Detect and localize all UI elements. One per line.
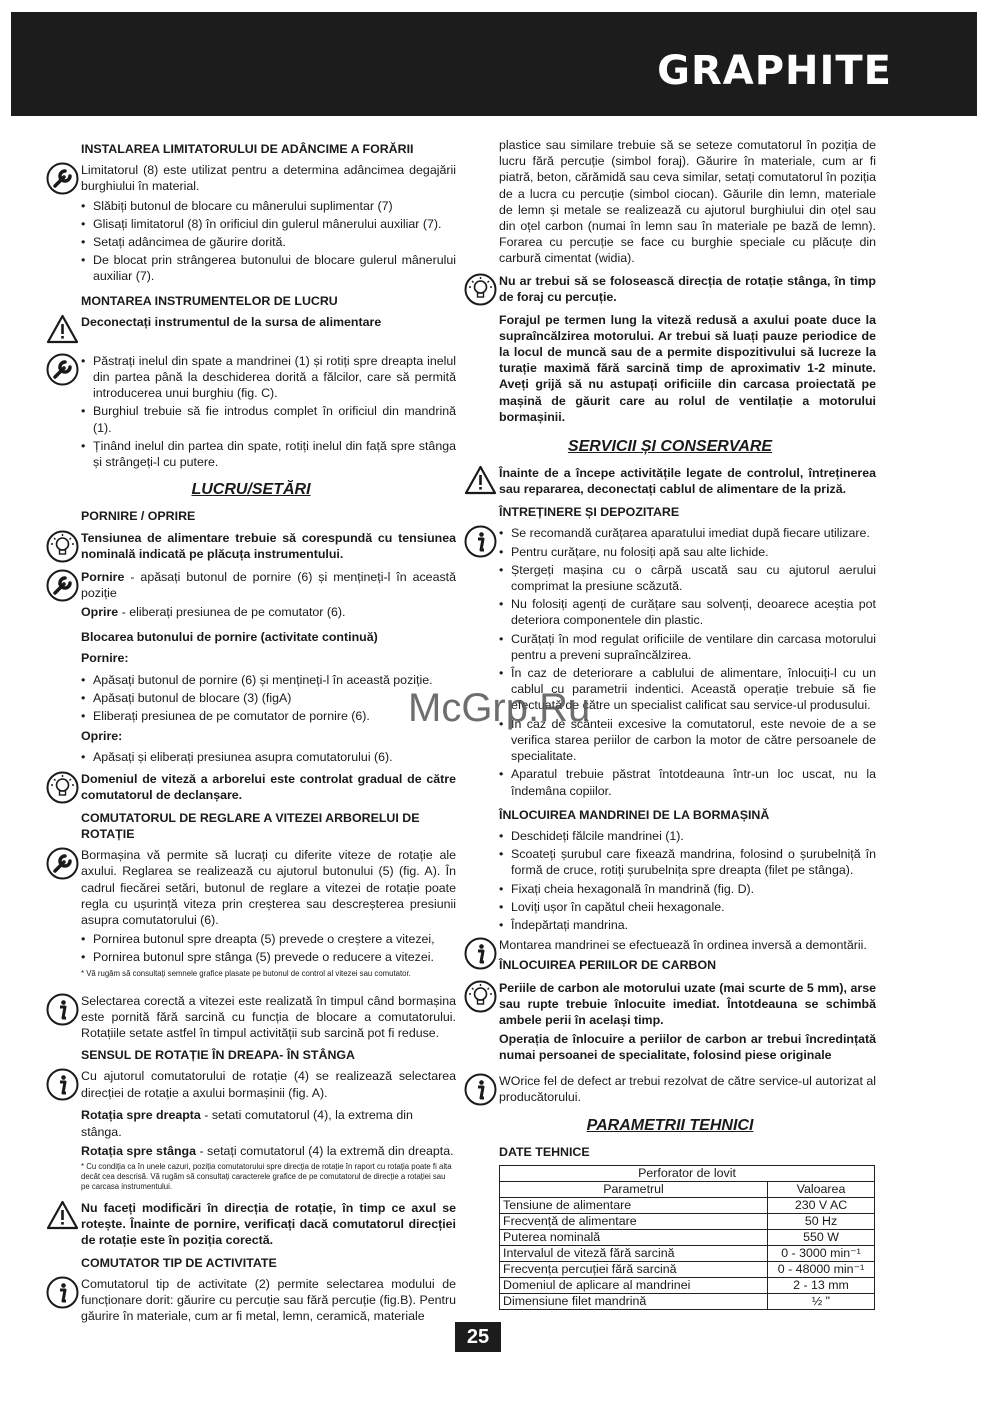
onoff-note-block: [46, 530, 456, 563]
list-item: • Aparatul trebuie păstrat întotdeauna într-un loc uscat, nu la îndemâna copiilor.: [511, 766, 876, 798]
info-icon: [464, 525, 497, 558]
left-direction-note-block: [464, 273, 876, 306]
list-item: • Apăsați și eliberați presiunea asupra comutatorului (6).: [93, 749, 456, 765]
list-item: • În caz de scânteii excesive la comutatorul, este nevoie de a se verifica starea periilor de carbon la motor de către persoanele de specialitate.: [511, 716, 876, 765]
list-item: • Fixați cheia hexagonală în mandrină (fig. D).: [511, 881, 876, 897]
table-row: [500, 1229, 875, 1245]
mode-title: COMUTATOR TIP DE ACTIVITATE: [81, 1255, 277, 1270]
table-row: [500, 1293, 875, 1309]
list-item: • Pornirea butonul spre stânga (5) prevede o reducere a vitezei.: [93, 949, 456, 965]
info-icon: [46, 1068, 79, 1101]
table-header: Parametrul: [500, 1181, 768, 1197]
brush-warning: Periile de carbon ale motorului uzate (mai scurte de 5 mm), arse sau rupte trebuie înlocuite imediat. Întotdeauna se schimbă ambele perii în același timp.: [499, 980, 876, 1027]
tools-block: [46, 353, 456, 472]
warning-icon: [46, 1200, 79, 1233]
direction-title: SENSUL DE ROTAȚIE ÎN DREAPA- ÎN STÂNGA: [81, 1048, 355, 1063]
list-item: • Ștergeți mașina cu o cârpă uscată sau cu ajutorul aerului comprimat la presiune scăzută.: [511, 562, 876, 594]
table-cell: ½ ": [768, 1293, 875, 1309]
brand-logo: GRAPHITE: [657, 48, 892, 94]
depth-list: [81, 198, 456, 285]
table-header: Valoarea: [768, 1181, 875, 1197]
table-cell: 550 W: [768, 1229, 875, 1245]
speed-list: [81, 931, 456, 965]
info-icon: [464, 1073, 497, 1106]
lock-title: Blocarea butonului de pornire (activitate continuă): [81, 630, 378, 645]
service-warning-block: [464, 465, 876, 498]
depth-title: INSTALAREA LIMITATORULUI DE ADÂNCIME A FORĂRII: [81, 142, 414, 156]
depth-intro: Limitatorul (8) este utilizat pentru a determina adâncimea degajării burghiului în material.: [81, 163, 456, 194]
list-item: • Ținând inelul din partea din spate, rotiți inelul din față spre stânga și strângeți-l cu putere.: [93, 438, 456, 470]
chuck-list: [499, 828, 876, 933]
start-label: Pornire: [81, 569, 125, 584]
brush-warning-block: [464, 980, 876, 1067]
table-cell: Puterea nominală: [500, 1229, 768, 1245]
direction-warning: Nu faceți modificări în direcția de rotație, în timp ce axul se rotește. Înainte de pornire, verificați dacă comutatorul direcției de rotație este în poziția corectă.: [81, 1200, 456, 1248]
chuck-note-block: [464, 937, 876, 973]
speed-info-block: [46, 993, 456, 1042]
start-stop-block: [46, 569, 456, 624]
table-cell: 50 Hz: [768, 1213, 875, 1229]
depth-block: [46, 162, 456, 286]
wrench-icon: [46, 353, 79, 386]
list-item: • Îndepărtați mandrina.: [511, 917, 876, 933]
tech-table: [499, 1165, 875, 1310]
dir-right-label: Rotația spre dreapta: [81, 1108, 201, 1123]
table-row: [500, 1277, 875, 1293]
info-icon: [46, 1276, 79, 1309]
table-cell: Dimensiune filet mandrină: [500, 1293, 768, 1309]
brush-title: ÎNLOCUIREA PERIILOR DE CARBON: [499, 958, 717, 973]
section-title: SERVICII ȘI CONSERVARE: [567, 438, 773, 456]
overheat-note: Forajul pe termen lung la viteză redusă a axului poate duce la supraîncălzirea motorului. Ar trebui să luați pauze periodice de la locul de muncă sau de a permite dispozitivului să lucreze la turație maximă fără sarcină timp de aproximativ 1-2 minute. Aveți grijă să nu astupați orificiile din carcasa proiectată pe mașină de găurit care au rolul de ventilație a motorului bormașinii.: [499, 312, 876, 424]
table-cell: 2 - 13 mm: [768, 1277, 875, 1293]
tech-title: DATE TEHNICE: [499, 1144, 590, 1159]
table-header-row: [500, 1181, 875, 1197]
table-row: [500, 1245, 875, 1261]
direction-warning-block: [46, 1200, 456, 1249]
table-caption-row: [500, 1165, 875, 1181]
list-item: • Nu folosiți agenți de curățare sau solvenți, deoarece aceștia pot deteriora componentele din plastic.: [511, 596, 876, 628]
speed-info: Selectarea corectă a vitezei este realizată în timpul când bormașina este pornită fără sarcină cu funcția de blocare a comutatorului. Rotațiile setate astfel în timpul activității sub sarcină pot fi reduse.: [81, 993, 456, 1040]
watermark: McGrp.Ru: [408, 686, 591, 730]
table-cell: 0 - 3000 min⁻¹: [768, 1245, 875, 1261]
lightbulb-icon: [46, 771, 79, 804]
page-number: 25: [455, 1322, 501, 1352]
wrench-icon: [46, 162, 79, 195]
direction-text: Cu ajutorul comutatorului de rotație (4) se realizează selectarea direcției de rotație a axului bormașinii (fig. A).: [81, 1069, 456, 1100]
work-section-heading: [46, 482, 456, 498]
direction-block: [46, 1068, 456, 1101]
info-icon: [464, 937, 497, 970]
stop-label: Oprire: [81, 605, 119, 620]
maintenance-list: [499, 525, 876, 798]
params-section-heading: [464, 1118, 876, 1134]
dir-left-label: Rotația spre stânga: [81, 1143, 196, 1158]
wrench-icon: [46, 847, 79, 880]
table-row: [500, 1197, 875, 1213]
speed-note-block: [46, 771, 456, 804]
left-column: [46, 137, 456, 1330]
dir-right-text: - setati comutatorul (4), la extrema din stânga.: [81, 1108, 413, 1139]
section-title: PARAMETRII TEHNICI: [586, 1116, 754, 1134]
list-item: • Glisați limitatorul (8) în orificiul din gulerul mânerului auxiliar (7).: [93, 216, 456, 232]
maintenance-block: [464, 525, 876, 800]
table-cell: 230 V AC: [768, 1197, 875, 1213]
left-direction-note: Nu ar trebui să se folosească direcția de rotație stânga, în timp de foraj cu percuție.: [499, 273, 876, 304]
maintenance-title: ÎNTREȚINERE ȘI DEPOZITARE: [499, 505, 680, 520]
stop-text: - eliberați presiunea de pe comutator (6).: [118, 605, 346, 620]
list-item: • De blocat prin strângerea butonului de blocare gulerul mânerului auxiliar (7).: [93, 252, 456, 284]
warning-icon: [46, 314, 79, 347]
list-item: • Apăsați butonul de pornire (6) și mențineți-l în această poziție.: [93, 672, 456, 688]
onoff-title: PORNIRE / OPRIRE: [81, 509, 196, 524]
list-item: • Setați adâncimea de găurire dorită.: [93, 234, 456, 250]
table-cell: Frecvența percuției fără sarcină: [500, 1261, 768, 1277]
section-title: LUCRU/SETĂRI: [191, 481, 311, 499]
list-item: • Deschideți fălcile mandrinei (1).: [511, 828, 876, 844]
list-item: • Apăsați butonul de blocare (3) (figA): [93, 690, 456, 706]
speed-note: Domeniul de viteză a arborelui este controlat gradual de către comutatorul de declanșare.: [81, 771, 456, 802]
info-icon: [46, 993, 79, 1026]
speed-footnote: * Vă rugăm să consultați semnele grafice plasate pe butonul de control al vitezei sau comutator.: [81, 968, 411, 978]
list-item: • Curățați în mod regulat orificiile de ventilare din carcasa motorului pentru a preveni supraîncălzirea.: [511, 631, 876, 663]
lightbulb-icon: [46, 530, 79, 563]
brush-info-block: [464, 1073, 876, 1106]
tools-title: MONTAREA INSTRUMENTELOR DE LUCRU: [81, 293, 338, 308]
brush-info: WOrice fel de defect ar trebui rezolvat de către service-ul autorizat al producătorului.: [499, 1073, 876, 1104]
mode-block: [46, 1276, 456, 1325]
list-item: • Păstrați inelul din spate a mandrinei (1) și rotiți spre dreapta inelul din partea până la deschiderea dorită a fălcilor, care să permită introducerea unui burghiu (fig. C).: [93, 353, 456, 402]
table-cell: Domeniul de aplicare al mandrinei: [500, 1277, 768, 1293]
list-item: • Burghiul trebuie să fie introdus complet în orificiul din mandrină (1).: [93, 403, 456, 435]
list-item: • Eliberați presiunea de pe comutator de pornire (6).: [93, 708, 456, 724]
list-item: • Slăbiți butonul de blocare cu mânerului suplimentar (7): [93, 198, 456, 214]
lightbulb-icon: [464, 273, 497, 306]
mode-text: Comutatorul tip de activitate (2) permite selectarea modului de funcționare dorit: găurire cu percuție sau fără percuție (fig.B). Pentru găurire în materiale, cum ar fi metal, lemn, ceramică, materiale: [81, 1276, 456, 1324]
tools-warning: Deconectați instrumentul de la sursa de alimentare: [81, 314, 382, 329]
lock-stop-list: [81, 749, 456, 765]
tools-list: [81, 353, 456, 470]
table-caption: Perforator de lovit: [500, 1165, 875, 1181]
wrench-icon: [46, 569, 79, 602]
table-cell: 0 - 48000 min⁻¹: [768, 1261, 875, 1277]
table-row: [500, 1261, 875, 1277]
dir-left-text: - setați comutatorul (4) la extremă din dreapta.: [196, 1143, 454, 1158]
list-item: • În caz de deteriorare a cablului de alimentare, înlocuiți-l cu un cablul cu parametrii indentici. Această operație trebuie să fie efectuată de către un specialist calificat sau service-ul produsului.: [511, 665, 876, 714]
service-section-heading: [464, 439, 876, 455]
direction-footnote: * Cu condiția ca în unele cazuri, poziția comutatorului spre direcția de rotație în raport cu rotația poate fi alta decât cea descrisă. Vă rugăm să consultați caracterele grafice de pe comutatorul de direcție a rotației sau pe carcasa instrumentului.: [81, 1161, 452, 1191]
chuck-title: ÎNLOCUIREA MANDRINEI DE LA BORMAȘINĂ: [499, 807, 770, 822]
speed-title: COMUTATORUL DE REGLARE A VITEZEI ARBORELUI DE ROTAȚIE: [81, 810, 420, 841]
speed-block: [46, 847, 456, 986]
table-cell: Frecvență de alimentare: [500, 1213, 768, 1229]
list-item: • Pornirea butonul spre dreapta (5) prevede o creștere a vitezei,: [93, 931, 456, 947]
list-item: • Scoateți șurubul care fixează mandrina, folosind o șurubelniță în formă de cruce, rotiți șurubelnița spre dreapta (filet pe stânga).: [511, 846, 876, 878]
table-row: [500, 1213, 875, 1229]
speed-text: Bormașina vă permite să lucrați cu diferite viteze de rotație ale axului. Reglarea se realizează cu ajutorul butonului (5) (fig. A). În cadrul fiecărei setări, butonul de reglare a vitezei de rotație poate regla cu ușurință viteza prin creșterea sau descreșterea presiunii asupra comutatorului (6).: [81, 848, 456, 927]
table-cell: Intervalul de viteză fără sarcină: [500, 1245, 768, 1261]
lightbulb-icon: [464, 980, 497, 1013]
onoff-note: Tensiunea de alimentare trebuie să corespundă cu tensiunea nominală indicată pe plăcuța instrumentului.: [81, 530, 456, 561]
table-cell: Tensiune de alimentare: [500, 1197, 768, 1213]
mode-continued: plastice sau similare trebuie să se seteze comutatorul în poziția de lucru fără percuție (simbol foraj). Găurire în materiale, cum ar fi piatră, beton, cărămidă sau ceva similar, setați comutatorul în poziția de a lucra cu percuție (simbol ciocan). Găurile din lemn, materiale de lemn și metale se realizează cu ajutorul burghiului din oțel sau din oțel carbon (numai în lemn sau în materiale pe bază de lemn). Forarea cu percuție se face cu burghie speciale cu plăcuțe din carbură cimentat (widia).: [499, 138, 876, 266]
chuck-note: Montarea mandrinei se efectuează în ordinea inversă a demontării.: [499, 938, 867, 953]
list-item: • Loviți ușor în capătul cheii hexagonale.: [511, 899, 876, 915]
start-text: - apăsați butonul de pornire (6) și mențineți-l în această poziție: [81, 569, 456, 600]
list-item: • Se recomandă curățarea aparatului imediat după fiecare utilizare.: [511, 525, 876, 541]
service-warning: Înainte de a începe activitățile legate de controlul, întreținerea sau repararea, deconectați cablul de alimentare de la priză.: [499, 466, 876, 497]
list-item: • Pentru curățare, nu folosiți apă sau alte lichide.: [511, 544, 876, 560]
lock-start-list: [81, 672, 456, 725]
lock-stop-label: Oprire:: [81, 729, 123, 744]
tools-warning-block: [46, 314, 456, 347]
brush-warning-2: Operația de înlocuire a periilor de carbon ar trebui încredințată numai persoanei de specialitate, folosind piese originale: [499, 1032, 876, 1063]
warning-icon: [464, 465, 497, 498]
lock-start-label: Pornire:: [81, 651, 129, 666]
